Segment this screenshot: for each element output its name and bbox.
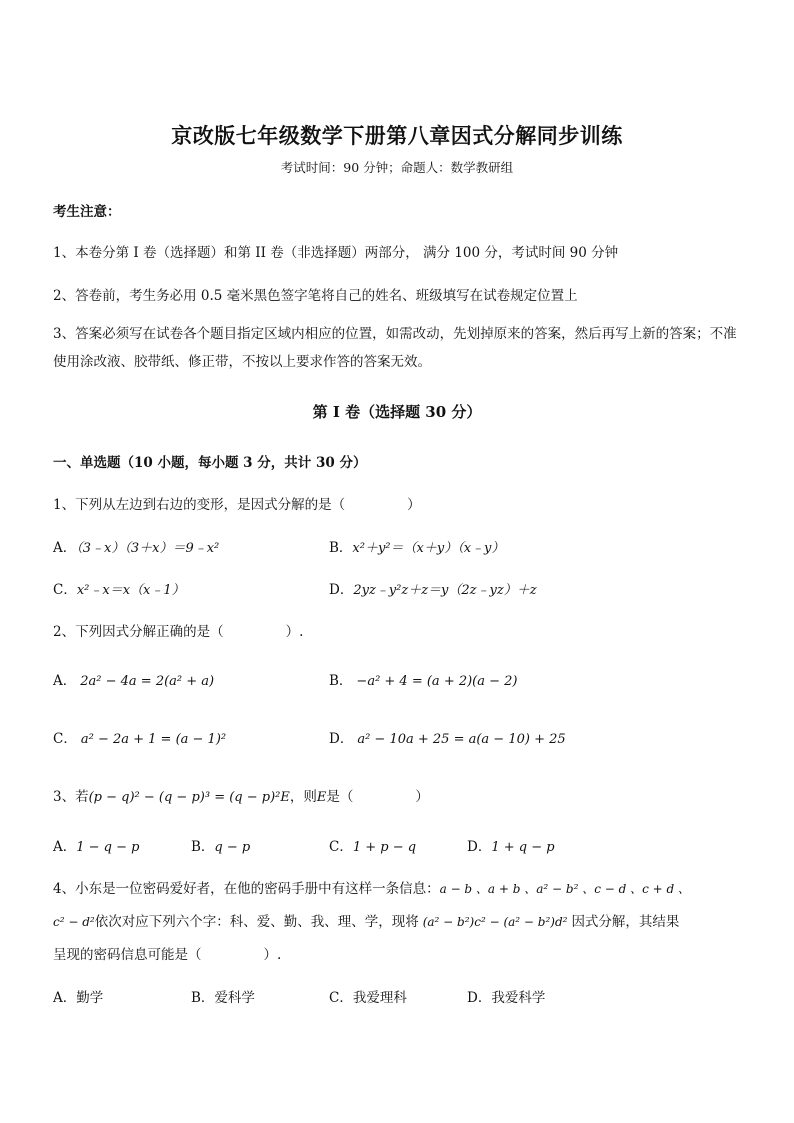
option-label: B． <box>329 540 353 556</box>
question-4-line-2 <box>53 910 679 930</box>
option-label: A． <box>53 990 77 1006</box>
question-2-option-b <box>329 669 518 689</box>
question-4-line-3 <box>53 943 281 963</box>
option-text: a² − 2a + 1 = (a − 1)² <box>80 732 227 747</box>
question-1-option-a <box>53 536 219 556</box>
question-2-option-a <box>53 669 214 689</box>
page-subtitle: 考试时间：90 分钟；命题人：数学教研组 <box>280 160 514 175</box>
question-1-option-b <box>329 536 504 556</box>
question-2-stem <box>53 620 303 640</box>
option-text: x²＋y²＝（x＋y）（x﹣y） <box>352 541 505 556</box>
part1-title: 第 I 卷（选择题 30 分） <box>312 403 482 421</box>
notice-item-1: 1、本卷分第 I 卷（选择题）和第 II 卷（非选择题）两部分， 满分 100 分，考试时间 90 分钟 <box>53 245 619 261</box>
question-4-stem-close: ）. <box>263 947 282 963</box>
question-3-stem-close: ） <box>415 789 429 805</box>
option-text: 2yz﹣y²z＋z＝y（2z﹣yz）＋z <box>353 583 537 598</box>
question-2-option-c <box>53 727 226 747</box>
notice-heading: 考生注意： <box>53 204 121 220</box>
option-label: D． <box>329 582 354 598</box>
option-text: 我爱理科 <box>352 990 407 1006</box>
option-text: x²﹣x＝x（x﹣1） <box>76 583 185 598</box>
question-4-expression: c² − d² <box>53 915 95 929</box>
question-4-text: 因式分解，其结果 <box>571 914 680 930</box>
option-label: A． <box>53 540 77 556</box>
question-3-option-d <box>467 835 555 855</box>
option-label: C． <box>329 990 353 1006</box>
question-3-stem-text: 3、若 <box>53 789 89 805</box>
section-heading: 一、单选题（10 小题，每小题 3 分，共计 30 分） <box>53 455 367 471</box>
question-1-option-d <box>329 578 537 598</box>
question-4-text: 4、小东是一位密码爱好者，在他的密码手册中有这样一条信息： <box>53 881 440 897</box>
question-4-option-b <box>191 986 255 1006</box>
option-text: 我爱科学 <box>491 990 546 1006</box>
question-1-stem-text: 1、下列从左边到右边的变形，是因式分解的是（ <box>53 497 346 513</box>
question-4-expressions: a − b 、a + b 、a² − b² 、c − d 、c + d 、 <box>439 882 691 896</box>
question-1-stem <box>53 493 421 513</box>
question-1-stem-close: ） <box>407 497 421 513</box>
notice-item-3: 3、答案必须写在试卷各个题目指定区域内相应的位置，如需改动，先划掉原来的答案，然后再写上新的答案；不准使用涂改液、胶带纸、修正带，不按以上要求作答的答案无效。 <box>53 326 737 370</box>
option-text: −a² + 4 = (a + 2)(a − 2) <box>356 674 518 689</box>
option-text: 1 − q − p <box>76 840 140 855</box>
option-label: B． <box>329 673 353 689</box>
question-2-option-d <box>329 727 566 747</box>
question-4-line-1 <box>53 877 690 897</box>
option-text: 爱科学 <box>214 990 255 1006</box>
option-text: 1 + p − q <box>352 840 417 855</box>
option-label: C． <box>53 731 77 747</box>
option-label: B． <box>191 990 215 1006</box>
question-3-stem <box>53 785 429 805</box>
option-label: A． <box>53 673 77 689</box>
option-label: C． <box>53 582 77 598</box>
option-label: D． <box>329 731 354 747</box>
question-3-variable: E <box>316 790 327 805</box>
question-3-option-a <box>53 835 139 855</box>
option-text: 2a² − 4a = 2(a² + a) <box>80 674 215 689</box>
question-4-option-c <box>329 986 407 1006</box>
option-text: 1 + q − p <box>491 840 555 855</box>
page-title: 京改版七年级数学下册第八章因式分解同步训练 <box>171 123 623 148</box>
notice-item-2: 2、答卷前，考生务必用 0.5 毫米黑色签字笔将自己的姓名、班级填写在试卷规定位置上 <box>53 288 578 304</box>
question-4-text: 依次对应下列六个字：科、爱、勤、我、理、学，现将 <box>94 914 419 930</box>
question-1-option-c <box>53 578 185 598</box>
option-text: （3﹣x）（3＋x）＝9﹣x² <box>76 541 220 556</box>
option-text: q − p <box>214 840 251 855</box>
option-label: C． <box>329 839 353 855</box>
option-text: 勤学 <box>76 990 104 1006</box>
option-text: a² − 10a + 25 = a(a − 10) + 25 <box>357 732 566 747</box>
option-label: D． <box>467 990 492 1006</box>
question-4-polynomial: (a² − b²)c² − (a² − b²)d² <box>422 915 568 929</box>
question-3-equation: (p − q)² − (q − p)³ = (q − p)²E <box>88 790 290 805</box>
question-2-stem-close: ）. <box>285 624 304 640</box>
option-label: D． <box>467 839 492 855</box>
question-3-option-b <box>191 835 250 855</box>
question-3-stem-mid2: 是（ <box>326 789 354 805</box>
option-label: A． <box>53 839 77 855</box>
question-3-stem-mid: ，则 <box>289 789 317 805</box>
question-4-option-d <box>467 986 545 1006</box>
question-4-text: 呈现的密码信息可能是（ <box>53 947 202 963</box>
question-4-option-a <box>53 986 103 1006</box>
question-2-stem-text: 2、下列因式分解正确的是（ <box>53 624 224 640</box>
question-3-option-c <box>329 835 416 855</box>
option-label: B． <box>191 839 215 855</box>
